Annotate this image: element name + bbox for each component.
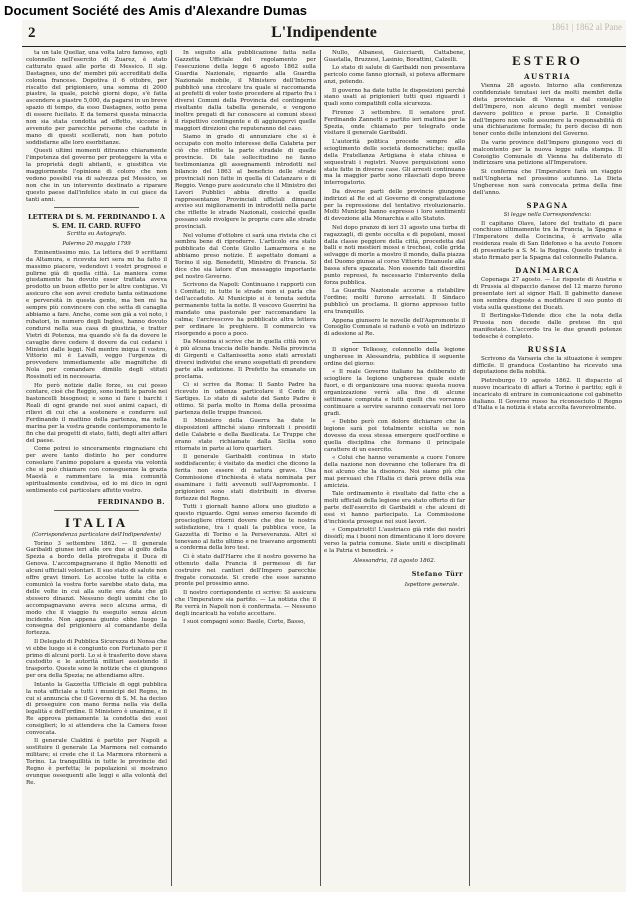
- letter-paragraph: Come potrei io sinceramente ringraziare chi per avere tanto distinto ho per condurre consolare l'animo popolare a questa via volontà che si può chiamare con conseguenze la grazia Maestà e rammentare la mia comunità spiritualmente condivisa, ed io mi dico in ogni sentimento col particolare affetto vostro.: [26, 446, 167, 494]
- article-paragraph: Ci si scrive da Roma: Il Santo Padre ha ricevuto in udienza particolare il Conte di Sartiges. Lo stato di salute del Santo Padre è ottimo. Si parla molto in Roma della prossima partenza delle truppe francesi.: [175, 382, 316, 416]
- column-rule: [320, 50, 321, 886]
- column-4: [473, 50, 622, 888]
- letter-signature: FERDINANDO B.: [97, 497, 165, 506]
- article-paragraph: ta un tale Quellar, una volta latro famoso, egli colonnello nell'esercito di Zuarez, è stato catturato quasi alle porte di Messico. Il sig. Dastagnes, uno de' membri più accreditati della colonia francese. Dopotiva il 6 ottobre, per riscatto del prigioniero, una somma di 2000 piastre, la quale, poichè giorni dopo, s'è fatta ascendere a piastre 5,000, da pagarsi in un breve spazio di tempo, da esso Dastagnes, sotto pena di essere fucilato. E da temersi questa minaccia non sia stata condotta ad effetto, siccome è avvenuto per parecchie persone che cadute in mano di questi scellerati, non han potuto soddisfarne alle loro esorbitanze.: [26, 50, 167, 146]
- article-paragraph: Torino 3 settembre 1862. — Il generale Garibaldi giunse ieri alle ore due al golfo della Spezia a bordo della pirofregata il Duca di Genova. L'accompagnavano il figlio Menotti ed alcuni ufficiali volontari. Il suo stato di salute non offre gravi timori. Lo accolse tutte la citta e comunicò la vostra forte sarebbe stato data, ma delle volte in cui alla suite era data che gli stessero dinanzi. Nessuno degli uomini che lo accompagnavano aveva seco alcuna arma, di modo che il viaggio fu eseguito senza alcun incidente. Non appena giunto ebbe luogo la consegna del prigioniero al comandante della fortezza.: [26, 540, 167, 637]
- article-paragraph: Da varie province dell'Impero giungono voci di malcontento per la nuova legge sulla stampa. Il Consiglio Comunale di Vienna ha deliberato di indirizzare una petizione all'Imperatore.: [473, 139, 622, 167]
- article-paragraph: Il governo ha date tutte le disposizioni perché siano usati ai prigionieri tutti quei riguardi i quali sono compatibili colla sicurezza.: [324, 87, 465, 108]
- article-paragraph: Il nostro corrispondente ci scrive: Si assicura che l'Imperatore sia partito. — La notizia che il Re verrà in Napoli non è confermata. — Nessuno degli incaricati ha voluto accettare.: [175, 589, 316, 617]
- article-paragraph: Ci è stato dall'Harre che il nostro governo ha ottenuto dalla Francia il permesso di far costruire nei cantieri dell'Impero parecchie fregate corazzate. Si crede che esse saranno pronte pel prossimo anno.: [175, 553, 316, 588]
- order-signer: Stefano Türr: [411, 570, 463, 579]
- article-paragraph: In seguito alla pubblicazione fatta nella Gazzetta Ufficiale del regolamento per l'esecuzione della legge 6 agosto 1862 sulla Guardia Nazionale, riguardo alla Guardia Nazionale mobile, il Ministero dell'Interno pubblicò una circolare tra quale si raccomanda ai prefetti di voler tosto procedere al riparto fra i diversi Comuni della Provincia del contingente risultante dalla tabella generale, e vengono inoltre pregati di far conoscere ai comuni stessi il rispettivo contingente e di aggiungervi quelle maggiori direzioni che reputeranno del caso.: [175, 50, 316, 132]
- section-heading-estero: ESTERO: [512, 53, 583, 68]
- article-separator: [54, 510, 139, 511]
- bleed-through-text: 1861 | 1862 al Pane: [551, 22, 622, 32]
- article-paragraph: Il signor Telkessy, colonnello della legione ungherese in Alessandria, pubblica il seguente ordine del giorno:: [324, 347, 465, 368]
- letter-dateline: Palermo 20 maggio 1799: [62, 240, 131, 247]
- article-paragraph: Pietroburgo 19 agosto 1862. Il dispaccio al nuovo incaricato di affari a Torino è partito; egli è incaricato di entrare in comunicazione col gabinetto italiano. Il Governo russo ha riconosciuto il Regno d'Italia e la notizia è stata accolta favorevolmente.: [473, 377, 622, 412]
- article-paragraph: La Guardia Nazionale accorse a ristabilire l'ordine; molti furono arrestati. Il Sindaco pubblicò un proclama. Il giorno appresso tutto era tranquillo.: [324, 288, 465, 316]
- column-rule: [469, 50, 470, 886]
- country-subheading: Si legge nella Correspondencia:: [503, 211, 592, 218]
- article-paragraph: « Debbo però con dolore dichiarare che la legione sarà poi totalmente sciolta se non dovesse da essa stessa emergere quell'ordine e quella disciplina che formano il principale carattere di un esercito.: [324, 419, 465, 453]
- article-paragraph: Firenze 3 settembre. Il senatore prof. Ferdinando Zannetti e partito ieri mattina per la Spezia, onde chiamato per telegrafo onde visitare il generale Garibaldi.: [324, 109, 465, 137]
- article-separator: [352, 342, 437, 343]
- article-paragraph: Il generale Garibaldi continua in stato soddisfacente; è visitato da medici che dicono la ferita non essere di natura grave. Una Commissione d'inchiesta è stata nominata per esaminare i fatti avvenuti sull'Aspromonte. I prigionieri sono stati distribuiti in diverse fortezze del Regno.: [175, 454, 316, 502]
- article-paragraph: Il generale Cialdini è partito per Napoli a sostituire il generale La Marmora nel comando militare; si crede che il La Marmora ritornerà a Torino. La tranquillità in tutte le provincie del Regno è perfetta; le popolazioni si mostrano ovunque ossequenti alle leggi e alla volontà del Re.: [26, 738, 167, 786]
- article-paragraph: « Colui che hanno veramente a cuore l'onore della nazione non dovranno che tollerare fra di noi alcuno che la disonora. Noi siamo più che mai persuasi che l'Italia ci darà prove della sua amicizia.: [324, 455, 465, 489]
- column-rule: [171, 50, 172, 886]
- masthead: [22, 20, 626, 47]
- article-paragraph: I suoi compagni sono: Basile, Corte, Basso,: [183, 619, 306, 625]
- letter-paragraph: Eminentissimo mio. La lettera del 9 scrittami da Altamura, e ricevuta ieri sera mi ha fatto il massimo piacere, vedendovi i vostri progressi e pulirne già di quella città. La maniera come giustamente ha dovuto esser trattata aveva prodotto un buon effetto per le altre contigue. Vi assicuro che son avrei creduto tanta ostinazione e perversità in questa gente, ma ben mi ha sempre più convincere con che setta di canaglia abbiamo a fare. Anche, come son già a voi noto, i rubatori, in numero degli Inglesi, hanno dovuto condursi nella sua casa di giustizia, e tratter Vietri di Potenza, ma quando s'è fa da dovere le cavaglie deve cedere il dovere da cui cedarsi i Ministri dalle leggi. Nel mentre iniqua il vostro, Vittorio mi è Lavalli, veggo l'urgenza di provvedere immediamente alle magnifiche di Nola per comandare dimiilo degli stituti Rossinoti ed in necessaria.: [26, 249, 167, 381]
- letter-subheading: Scritta su Autografo.: [66, 230, 127, 237]
- article-paragraph: Nel volume d'ottobre ci sarà una rivista che ci sembra bene di riprodurre. L'articolo era stato pubblicato dal Conte Giulio Lamarmora e ne abbiamo preso notizie. È aspettato domani a Torino il sig. Benedetti, Ministro di Francia. Si dice che sia latore d'un messaggio importante pel nostro Governo.: [175, 232, 316, 280]
- article-paragraph: Vienna 28 agosto. Intorno alla conferenza confidenziale tenutasi ieri da molti membri della dieta provinciale di Vienna e dal consiglio dell'Impero, non alcuno degli membri venisse davvero politico e prese parte. Il Consiglio dell'Impero non volle assumere la responsabilità di una dichiarazione formale; fu però deciso di non tener conto delle intenzioni del Governo.: [473, 83, 622, 138]
- order-dateline: Alessandria, 18 agosto 1862.: [353, 558, 436, 565]
- article-paragraph: Lo stato di salute di Garibaldi non presentava pericolo come fanno giornali, si poteva affermare anzi, potendo.: [324, 65, 465, 86]
- country-heading-austria: AUSTRIA: [524, 72, 571, 81]
- article-paragraph: Siamo in grado di annunziare che si è occupato con molto interesse della Calabria per ciò che riflette la parte stradale di quelle provincie. Di tale sollecitudine ne fanno testimonianza gli assegnamenti introdotti nel bilancio del 1863 al beneficio delle strade provinciali non fatte in quella di Catanzaro e di Reggio. Vengo pure assicurato che il Ministro dei Lavori Pubblici abbia diretto a quelle rappresentanze Provinciali ufficiali dinnanzi avviso sui miglioramenti in introdotti nella parte che riflette le strade Nazionali, cosicché quelle possano solo rivolgere le proprie cure alle strade provinciali.: [175, 134, 316, 231]
- article-paragraph: Questi ultimi momenti ditranno chiaramente l'impotenza del governo per proteggere la vita e la proprietà degli abitanti, e giustifica vie maggiormente l'opinione di coloro che non vedono possibil via di salvezza pel Messico, se non che in un intervento destinato a riparare questo paese dall'infelice stato in cui giace da tanti anni.: [26, 148, 167, 203]
- letter-paragraph: Ho però notizie dalle forze, su cui posso contare, cioè che Reggio, sono inetti le parole nei bastoncelli bisognosi; e sono si fare i barchi i Reali di ogni grande nei suoi animi capaci, di rilievi di cui che a sostenere e condurre sul Ferdinando il mattino della partenza, ma nella marina per la vostra grande contemporamento le fin che dai progetti di stato, fatti, degli altri affari del paese.: [26, 382, 167, 444]
- article-paragraph: Intanto la Gazzetta Ufficiale di oggi pubblica la nota ufficiale a tutti i municipi del Regno, in cui si annuncia che il Governo di S. M. ha deciso di proseguire con mano ferma nella via della legalità e dell'ordine. Il Ministero è unanime, e il Re approva pienamente la condotta dei suoi consiglieri; lo si attendeva che la Camera fosse convocata.: [26, 681, 167, 737]
- order-signer-role: Ispettore generale.: [404, 582, 459, 589]
- column-3: [324, 50, 465, 888]
- article-paragraph: Nullo, Albanesi, Guicciardi, Cattabene, Guastalla, Bruzzesi, Lasinio, Borattini, Calzelli.: [324, 50, 465, 63]
- article-separator: [54, 207, 139, 208]
- article-paragraph: Il capitano Olave, latore del trattato di pace conchiuso ultimamente tra la Francia, la Spagna e l'Imperatore della Cocincina, è arrivato alla residenza reale di San Ildefonso e ha avuto l'onore di presentarlo a S. M. la Regina. Questo trattato è stato firmato per la Spagna dal colonnello Palanca.: [473, 220, 622, 262]
- article-paragraph: Da diverse parti delle provincie giungono indirizzi al Re ed al Governo di congratulazione per la repressione del tentativo rivoluzionario. Molti Municipi hanno espresso i loro sentimenti di devozione alla Monarchia e allo Statuto.: [324, 188, 465, 223]
- newspaper-title: L'Indipendente: [271, 24, 377, 41]
- article-paragraph: Tutti i giornali hanno allora uno giudizio a questo riguardo. Ogni senso emerso facendo di prosciogliere ritorni dovere che due te nostra satisfazione, tra i quali la pubblica voce, la Gazzetta di Torino e la Perseveranza. Altri si tenevano al fatto ultimo e ne traevano argomenti a conferma della loro tesi.: [175, 504, 316, 552]
- column-2: [175, 50, 316, 888]
- article-paragraph: L'autorità politica procede sempre allo scioglimento delle società democratiche; quella della Fratellanza Artigiana è stata chiusa e sequestrati i registri. Nuove perquisizioni sono state fatte in diverse case. Gli arresti continuano ma la maggior parte sono rilasciati dopo breve interrogatorio.: [324, 138, 465, 187]
- article-paragraph: Tale ordinamento è risultato dal fatto che a molti ufficiali della legione era stato offerto di far parte dell'esercito di Garibaldi e che alcuni di essi vi hanno partecipato. La Commissione d'inchiesta prosegue nei suoi lavori.: [324, 491, 465, 525]
- article-paragraph: Il Ministero della Guerra ha date le disposizioni affinché siano rinforzati i presidii delle Calabrie e della Basilicata. Le Truppe che erano state richiamate dalla Sicilia sono ritornate in parte ai loro quartieri.: [175, 418, 316, 452]
- column-1: [26, 50, 167, 888]
- country-heading-spagna: SPAGNA: [526, 200, 569, 210]
- article-paragraph: Scrivono da Varsavia che la situazione è sempre difficile. Il granduca Costantino ha ricevuto una deputazione della nobiltà.: [473, 355, 622, 376]
- article-paragraph: Da Messina si scrive che in quella città non vi è più alcuna traccia delle bande. Nella provincia di Girgenti e Caltanissetta sono stati arrestati diversi individui che erano sospettati di prendere parte alla sedizione. Il Prefetto ha emanato un proclama.: [175, 339, 316, 380]
- country-heading-russia: RUSSIA: [527, 344, 568, 354]
- article-paragraph: Il Delegato di Pubblica Sicurezza di Nonsa che vi ebbe luogo si è congiunto con Fortunato per il primo di alcuni porti. Lo si è trasferito dove stava custodito e le autorità militari assistendo il trasporto. Queste sono le notizie che ci giungono per ora della Spezia; ne attendiamo altre.: [26, 638, 167, 680]
- article-paragraph: Il Berlingske-Tidende dice che la nota della Prussia non decede dalle pretese fin qui manifestate. L'accordo tra le due grandi potenze tedesche è completo.: [473, 312, 622, 340]
- document-caption: Document Société des Amis d'Alexandre Dumas: [4, 3, 308, 18]
- letter-heading: LETTERA DI S. M. FERDINANDO I. A S. EM. IL CARD. RUFFO: [28, 213, 165, 230]
- newspaper-page: [22, 20, 626, 892]
- article-paragraph: Nel dopo pranzo di ieri 31 agosto una turba di ragazzagli, di gente occulta e di popolani, mossi dalla classe peggiore della città, procedetta dal balli e noti mestieri mossi e trechesi, colle grida selvagge di morte a mostro il mondo, dalla piazza del Duomo giunse al corso Vittorio Emanuele alla bassa sfera spazzata. Non essendo tali disordini punto repressi, fu necessario l'intervento della forza pubblica.: [324, 224, 465, 286]
- section-heading-italia: ITALIA: [64, 514, 129, 530]
- country-heading-danimarca: DANIMARCA: [515, 265, 580, 275]
- article-paragraph: Appena giunsero le novelle dell'Aspromonte il Consiglio Comunale si radunò e votò un indirizzo di adesione al Re.: [324, 317, 465, 338]
- page-number: 2: [28, 25, 36, 41]
- article-paragraph: Copenaga 27 agosto. — Le risposte di Austria e di Prussia al dispaccio danese del 12 marzo furono presentate ieri al signor Hall. Il gabinetto danese non sembra disposto a modificare il suo punto di vista sulla questione dei Ducati.: [473, 276, 622, 311]
- article-paragraph: Scrivono da Napoli: Continuano i rapporti con i Comitati; in tutte le strade non si parla che dell'accaduto. Al Municipio si è tenuta seduta permanente tutta la notte. Il vescovo Guerrini ha mandato una pastorale per raccomandare la calma; l'arcivescovo ha pubblicato altra lettera per ordinare le preghiere. Il commercio va risorgendo a poco a poco.: [175, 282, 316, 337]
- section-subheading: (Corrispondenza particolare dell'Indipendente): [31, 531, 161, 538]
- article-paragraph: « Il reale Governo italiano ha deliberato di sciogliere la legione ungherese quale esiste fuori, e di organizzare una nuova: questa nuova organizzazione verrà alla fine di alcune settimane compiuta e tutti quelli che vorranno continuare a servire saranno conservati nei loro gradi.: [324, 369, 465, 417]
- article-paragraph: « Compatriotti! L'austriaco già ride dei nostri dissidî; ma i buoni non dimenticano il loro dovere verso la patria comune. Siate uniti e disciplinati e la Patria vi benedirà. »: [324, 527, 465, 555]
- article-paragraph: Si conferma che l'Imperatore farà un viaggio nell'Ungheria nel prossimo autunno. La Dieta Ungherese non sarà convocata prima della fine dell'anno.: [473, 168, 622, 196]
